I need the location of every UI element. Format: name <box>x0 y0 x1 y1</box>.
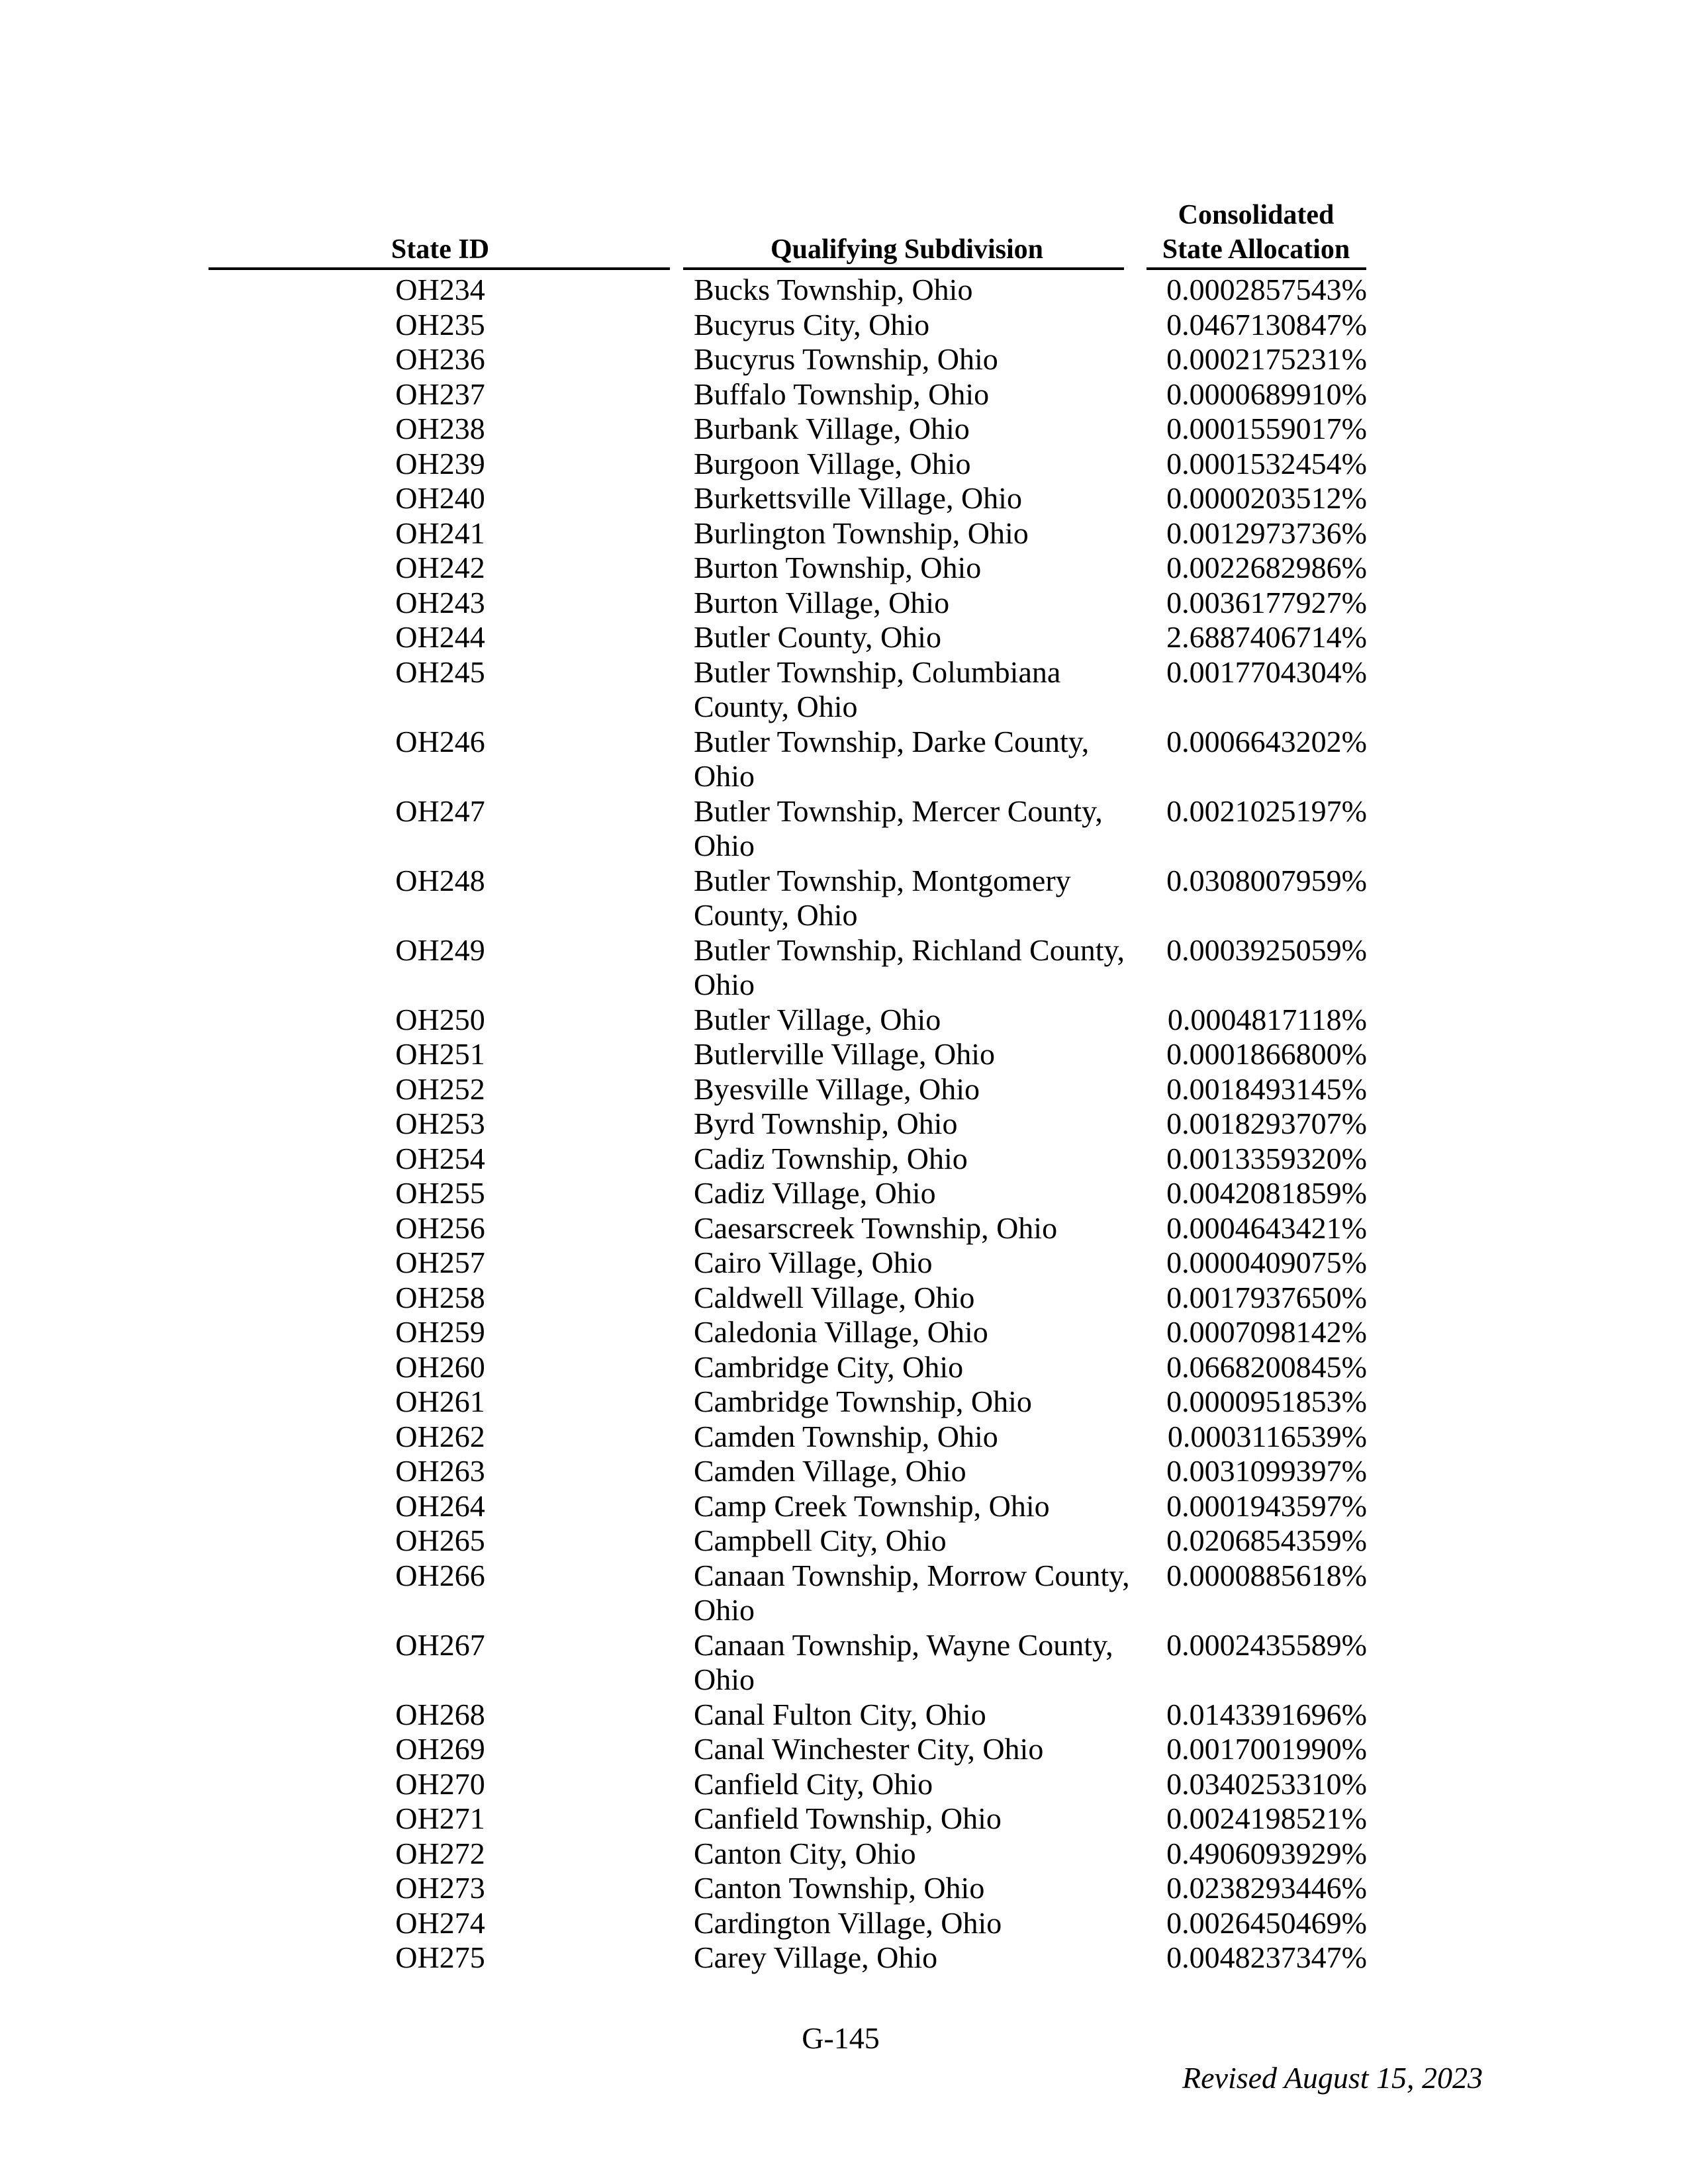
table-row <box>0 377 1688 412</box>
header-rule-allocation <box>1147 267 1366 270</box>
state-id-cell: OH262 <box>395 1419 485 1453</box>
allocation-cell: 0.0000951853% <box>1166 1385 1367 1418</box>
allocation-cell: 0.0018493145% <box>1166 1071 1367 1106</box>
subdivision-cell: Camp Creek Township, Ohio <box>694 1488 1050 1523</box>
table-row <box>0 586 1688 621</box>
subdivision-cell: Canfield City, Ohio <box>694 1766 933 1801</box>
table-row <box>0 1246 1688 1281</box>
allocation-cell: 0.0036177927% <box>1166 585 1367 619</box>
table-row <box>0 1037 1688 1072</box>
subdivision-cell: Butler Township, Richland County, Ohio <box>694 933 1125 1001</box>
allocation-cell: 2.6887406714% <box>1166 620 1367 654</box>
state-id-cell: OH243 <box>395 585 485 619</box>
subdivision-cell: Butler Township, Montgomery County, Ohio <box>694 863 1071 932</box>
table-row <box>0 273 1688 308</box>
table-row <box>0 1072 1688 1107</box>
table-row <box>0 864 1688 933</box>
allocation-cell: 0.0206854359% <box>1166 1524 1367 1557</box>
subdivision-cell: Burbank Village, Ohio <box>694 412 970 445</box>
table-row <box>0 794 1688 864</box>
state-id-cell: OH248 <box>395 863 485 897</box>
subdivision-cell: Campbell City, Ohio <box>694 1524 947 1557</box>
subdivision-cell: Byesville Village, Ohio <box>694 1071 980 1106</box>
state-id-cell: OH244 <box>395 620 485 654</box>
table-row <box>0 1211 1688 1246</box>
subdivision-cell: Caesarscreek Township, Ohio <box>694 1210 1058 1245</box>
subdivision-cell: Cadiz Township, Ohio <box>694 1141 968 1175</box>
state-id-cell: OH270 <box>395 1766 485 1801</box>
table-row <box>0 1385 1688 1420</box>
table-row <box>0 1420 1688 1455</box>
allocation-cell: 0.4906093929% <box>1166 1836 1367 1870</box>
state-id-cell: OH252 <box>395 1071 485 1106</box>
allocation-cell: 0.0001943597% <box>1166 1488 1367 1523</box>
subdivision-cell: Cadiz Village, Ohio <box>694 1176 936 1210</box>
allocation-table <box>0 273 1688 1976</box>
subdivision-cell: Burlington Township, Ohio <box>694 516 1029 550</box>
table-row <box>0 481 1688 516</box>
table-row <box>0 1142 1688 1177</box>
allocation-cell: 0.0002175231% <box>1166 342 1367 376</box>
state-id-cell: OH269 <box>395 1732 485 1766</box>
table-row <box>0 1837 1688 1872</box>
subdivision-cell: Canaan Township, Morrow County, Ohio <box>694 1558 1130 1627</box>
table-row <box>0 620 1688 655</box>
allocation-cell: 0.0668200845% <box>1166 1349 1367 1384</box>
state-id-cell: OH267 <box>395 1627 485 1662</box>
allocation-cell: 0.0013359320% <box>1166 1141 1367 1175</box>
table-row <box>0 1628 1688 1698</box>
table-row <box>0 447 1688 482</box>
table-row <box>0 1524 1688 1559</box>
allocation-cell: 0.0000203512% <box>1166 481 1367 515</box>
subdivision-cell: Butler Village, Ohio <box>694 1002 941 1036</box>
state-id-cell: OH250 <box>395 1002 485 1036</box>
state-id-cell: OH257 <box>395 1246 485 1279</box>
subdivision-cell: Bucyrus Township, Ohio <box>694 342 998 376</box>
table-row <box>0 933 1688 1003</box>
subdivision-cell: Butler Township, Darke County, Ohio <box>694 724 1090 793</box>
table-row <box>0 1906 1688 1941</box>
allocation-cell: 0.0006643202% <box>1166 724 1367 758</box>
state-id-cell: OH275 <box>395 1940 485 1974</box>
subdivision-cell: Burkettsville Village, Ohio <box>694 481 1022 515</box>
page-number: G-145 <box>802 2021 880 2055</box>
state-id-cell: OH259 <box>395 1315 485 1349</box>
table-row <box>0 412 1688 447</box>
state-id-cell: OH238 <box>395 412 485 445</box>
state-id-cell: OH271 <box>395 1801 485 1835</box>
header-rule-state-id <box>209 267 670 270</box>
allocation-cell: 0.0001559017% <box>1166 412 1367 445</box>
table-row <box>0 1559 1688 1628</box>
table-row <box>0 342 1688 377</box>
allocation-cell: 0.0004817118% <box>1167 1002 1367 1036</box>
subdivision-cell: Canaan Township, Wayne County, Ohio <box>694 1627 1113 1696</box>
state-id-cell: OH245 <box>395 655 485 689</box>
allocation-cell: 0.0340253310% <box>1166 1766 1367 1801</box>
allocation-cell: 0.0000409075% <box>1166 1246 1367 1279</box>
subdivision-cell: Buffalo Township, Ohio <box>694 377 990 411</box>
subdivision-cell: Cardington Village, Ohio <box>694 1905 1002 1940</box>
table-row <box>0 1940 1688 1976</box>
allocation-cell: 0.0000885618% <box>1166 1558 1367 1592</box>
subdivision-cell: Butler Township, Columbiana County, Ohio <box>694 655 1061 723</box>
allocation-cell: 0.0018293707% <box>1166 1107 1367 1140</box>
table-row <box>0 1454 1688 1489</box>
allocation-cell: 0.0308007959% <box>1166 863 1367 897</box>
allocation-cell: 0.0012973736% <box>1166 516 1367 550</box>
subdivision-cell: Canal Fulton City, Ohio <box>694 1697 986 1731</box>
table-row <box>0 725 1688 794</box>
subdivision-cell: Bucyrus City, Ohio <box>694 307 930 341</box>
state-id-cell: OH255 <box>395 1176 485 1210</box>
state-id-cell: OH239 <box>395 446 485 480</box>
header-allocation-line1: Consolidated <box>1178 200 1335 230</box>
state-id-cell: OH235 <box>395 307 485 341</box>
allocation-cell: 0.0002857543% <box>1166 273 1367 306</box>
state-id-cell: OH265 <box>395 1524 485 1557</box>
subdivision-cell: Byrd Township, Ohio <box>694 1107 958 1140</box>
table-row <box>0 1003 1688 1038</box>
subdivision-cell: Cambridge City, Ohio <box>694 1349 964 1384</box>
table-row <box>0 1732 1688 1767</box>
state-id-cell: OH264 <box>395 1488 485 1523</box>
allocation-cell: 0.0143391696% <box>1166 1697 1367 1731</box>
state-id-cell: OH266 <box>395 1558 485 1592</box>
subdivision-cell: Camden Township, Ohio <box>694 1419 998 1453</box>
subdivision-cell: Canton Township, Ohio <box>694 1871 985 1905</box>
subdivision-cell: Butler County, Ohio <box>694 620 941 654</box>
subdivision-cell: Caledonia Village, Ohio <box>694 1315 988 1349</box>
state-id-cell: OH261 <box>395 1385 485 1418</box>
state-id-cell: OH268 <box>395 1697 485 1731</box>
allocation-cell: 0.0003925059% <box>1166 933 1367 967</box>
subdivision-cell: Burgoon Village, Ohio <box>694 446 971 480</box>
allocation-cell: 0.0031099397% <box>1166 1454 1367 1488</box>
allocation-cell: 0.0026450469% <box>1166 1905 1367 1940</box>
state-id-cell: OH246 <box>395 724 485 758</box>
allocation-cell: 0.0467130847% <box>1166 307 1367 341</box>
table-row <box>0 308 1688 343</box>
state-id-cell: OH272 <box>395 1836 485 1870</box>
allocation-cell: 0.0000689910% <box>1166 377 1367 411</box>
allocation-cell: 0.0001866800% <box>1166 1037 1367 1071</box>
table-row <box>0 551 1688 586</box>
allocation-cell: 0.0022682986% <box>1166 551 1367 584</box>
table-row <box>0 1315 1688 1350</box>
state-id-cell: OH241 <box>395 516 485 550</box>
subdivision-cell: Butlerville Village, Ohio <box>694 1037 996 1071</box>
state-id-cell: OH249 <box>395 933 485 967</box>
state-id-cell: OH237 <box>395 377 485 411</box>
subdivision-cell: Burton Township, Ohio <box>694 551 982 584</box>
allocation-cell: 0.0024198521% <box>1166 1801 1367 1835</box>
allocation-cell: 0.0017704304% <box>1166 655 1367 689</box>
state-id-cell: OH240 <box>395 481 485 515</box>
subdivision-cell: Burton Village, Ohio <box>694 585 950 619</box>
allocation-cell: 0.0021025197% <box>1166 794 1367 828</box>
subdivision-cell: Carey Village, Ohio <box>694 1940 938 1974</box>
allocation-cell: 0.0017937650% <box>1166 1280 1367 1314</box>
table-row <box>0 1698 1688 1733</box>
allocation-cell: 0.0048237347% <box>1166 1940 1367 1974</box>
table-row <box>0 1350 1688 1385</box>
table-row <box>0 655 1688 725</box>
subdivision-cell: Camden Village, Ohio <box>694 1454 966 1488</box>
state-id-cell: OH236 <box>395 342 485 376</box>
state-id-cell: OH253 <box>395 1107 485 1140</box>
state-id-cell: OH247 <box>395 794 485 828</box>
header-state-id: State ID <box>391 234 490 265</box>
state-id-cell: OH242 <box>395 551 485 584</box>
header-qualifying-subdivision: Qualifying Subdivision <box>770 234 1044 265</box>
subdivision-cell: Caldwell Village, Ohio <box>694 1280 975 1314</box>
subdivision-cell: Butler Township, Mercer County, Ohio <box>694 794 1103 862</box>
table-row <box>0 1871 1688 1906</box>
subdivision-cell: Canal Winchester City, Ohio <box>694 1732 1044 1766</box>
subdivision-cell: Canfield Township, Ohio <box>694 1801 1002 1835</box>
table-row <box>0 1107 1688 1142</box>
state-id-cell: OH234 <box>395 273 485 306</box>
table-row <box>0 1489 1688 1524</box>
table-row <box>0 1801 1688 1837</box>
table-row <box>0 1176 1688 1211</box>
allocation-cell: 0.0001532454% <box>1166 446 1367 480</box>
allocation-cell: 0.0002435589% <box>1166 1627 1367 1662</box>
state-id-cell: OH260 <box>395 1349 485 1384</box>
allocation-cell: 0.0003116539% <box>1167 1419 1367 1453</box>
state-id-cell: OH254 <box>395 1141 485 1175</box>
allocation-cell: 0.0004643421% <box>1166 1210 1367 1245</box>
subdivision-cell: Cambridge Township, Ohio <box>694 1385 1032 1418</box>
allocation-cell: 0.0042081859% <box>1166 1176 1367 1210</box>
header-allocation-line2: State Allocation <box>1162 234 1350 265</box>
allocation-cell: 0.0017001990% <box>1166 1732 1367 1766</box>
revision-date: Revised August 15, 2023 <box>1182 2061 1483 2095</box>
state-id-cell: OH273 <box>395 1871 485 1905</box>
allocation-cell: 0.0238293446% <box>1166 1871 1367 1905</box>
state-id-cell: OH251 <box>395 1037 485 1071</box>
subdivision-cell: Bucks Township, Ohio <box>694 273 973 306</box>
state-id-cell: OH258 <box>395 1280 485 1314</box>
state-id-cell: OH263 <box>395 1454 485 1488</box>
state-id-cell: OH256 <box>395 1210 485 1245</box>
allocation-cell: 0.0007098142% <box>1166 1315 1367 1349</box>
table-row <box>0 516 1688 551</box>
table-row <box>0 1767 1688 1802</box>
state-id-cell: OH274 <box>395 1905 485 1940</box>
header-rule-subdivision <box>683 267 1124 270</box>
subdivision-cell: Canton City, Ohio <box>694 1836 916 1870</box>
table-row <box>0 1281 1688 1316</box>
subdivision-cell: Cairo Village, Ohio <box>694 1246 933 1279</box>
